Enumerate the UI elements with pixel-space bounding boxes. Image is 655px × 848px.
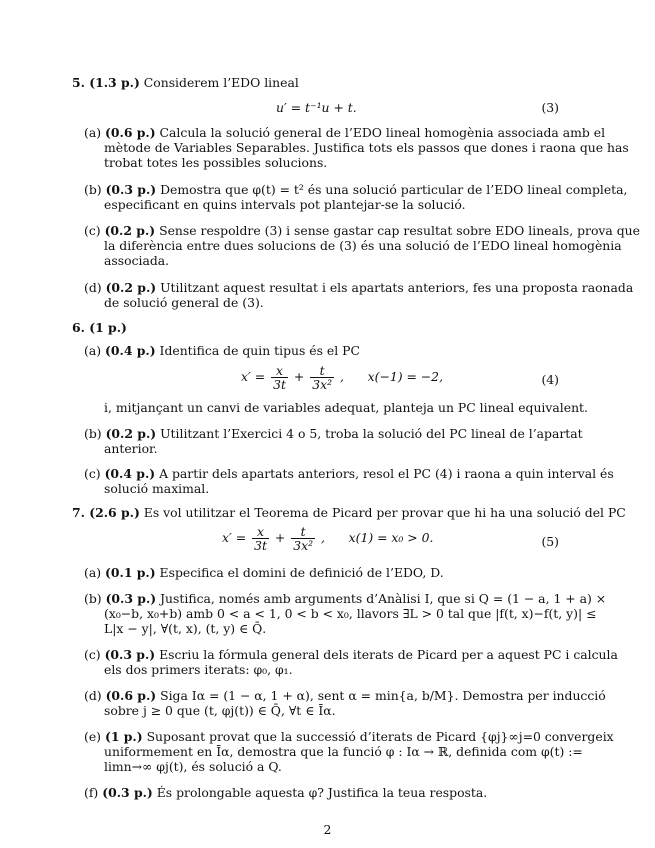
- q7f-label: (f): [84, 785, 99, 800]
- q5d-line2: de solució general de (3).: [104, 295, 264, 310]
- q7d-points: (0.6 p.): [105, 688, 157, 703]
- q7-eq-frac1-den: 3t: [254, 538, 267, 553]
- q6c-line2: solució maximal.: [104, 481, 210, 496]
- q7b-line3: L|x − y|, ∀(t, x), (t, y) ∈ Q̄.: [104, 621, 267, 636]
- q6b-line1: [84, 426, 583, 441]
- q7-header-line: [72, 505, 626, 520]
- q6b-text1: Utilitzant l’Exercici 4 o 5, troba la solució del PC lineal de l’apartat: [160, 426, 583, 441]
- q6b-line2: anterior.: [104, 441, 158, 456]
- q6a-points: (0.4 p.): [105, 343, 156, 358]
- q5c-line2: la diferència entre dues solucions de (3) és una solució de l’EDO lineal homogènia: [104, 238, 622, 253]
- q7-eq-frac2-den: 3x²: [293, 538, 314, 553]
- q5a-line3: trobat totes les possibles solucions.: [104, 155, 328, 170]
- q6-eq-frac1: [271, 364, 288, 391]
- q7f-points: (0.3 p.): [102, 785, 153, 800]
- q7e-line2: uniformement en Īα, demostra que la funció φ : Iα → ℝ, definida com φ(t) :=: [104, 744, 583, 759]
- q7b-line1: [84, 591, 606, 606]
- q6-eq-plus: +: [293, 369, 305, 384]
- q7f-text1: És prolongable aquesta φ? Justifica la teua resposta.: [156, 785, 488, 800]
- q6c-points: (0.4 p.): [104, 466, 156, 481]
- q5a-points: (0.6 p.): [105, 125, 156, 140]
- q5c-points: (0.2 p.): [104, 223, 156, 238]
- q7-header: 7. (2.6 p.): [72, 505, 140, 520]
- q7a-label: (a): [84, 565, 102, 580]
- q5d-text1: Utilitzant aquest resultat i els apartats anteriors, fes una proposta raonada: [160, 280, 634, 295]
- q7e-line3: limn→∞ φj(t), és solució a Q.: [104, 759, 282, 774]
- q5a-line2: mètode de Variables Separables. Justifica tots els passos que dones i raona que has: [104, 140, 629, 155]
- q7-eq-lhs: x′ =: [222, 530, 247, 545]
- q5-eq-number: (3): [541, 100, 559, 115]
- q6c-label: (c): [84, 466, 101, 481]
- q5c-text1: Sense respoldre (3) i sense gastar cap resultat sobre EDO lineals, prova que: [159, 223, 640, 238]
- q7d-line1: [84, 688, 606, 703]
- q7a-points: (0.1 p.): [105, 565, 156, 580]
- q6-eq-rhs: , x(−1) = −2,: [340, 369, 444, 384]
- q7a-line1: [84, 565, 444, 580]
- q7f-line1: [84, 785, 487, 800]
- q5b-points: (0.3 p.): [105, 182, 157, 197]
- q5-header: 5. (1.3 p.): [72, 75, 140, 90]
- q7-eq-frac2-num: t: [291, 525, 315, 539]
- q5d-line1: [84, 280, 633, 295]
- q7-equation: [222, 525, 433, 552]
- page-number: 2: [323, 822, 332, 837]
- q5a-text1: Calcula la solució general de l’EDO lineal homogènia associada amb el: [159, 125, 606, 140]
- q6-eq-frac2-num: t: [310, 364, 334, 378]
- q7d-label: (d): [84, 688, 102, 703]
- q6a-line2: i, mitjançant un canvi de variables adequat, planteja un PC lineal equivalent.: [104, 400, 588, 415]
- q6-eq-frac2: [310, 364, 334, 391]
- q6-equation: [241, 364, 443, 391]
- q6a-line1: [84, 343, 360, 358]
- q6-eq-lhs: x′ =: [241, 369, 266, 384]
- q6b-label: (b): [84, 426, 102, 441]
- q7b-label: (b): [84, 591, 102, 606]
- q7-eq-frac1: [252, 525, 269, 552]
- q5c-line3: associada.: [104, 253, 170, 268]
- q7d-line2: sobre j ≥ 0 que (t, φj(t)) ∈ Q̄, ∀t ∈ Īα.: [104, 703, 336, 718]
- q7d-text1: Siga Iα = (1 − α, 1 + α), sent α = min{a, b/M}. Demostra per inducció: [160, 688, 606, 703]
- q6c-text1: A partir dels apartats anteriors, resol el PC (4) i raona a quin interval és: [159, 466, 614, 481]
- q6-header: 6. (1 p.): [72, 320, 127, 335]
- q7a-text1: Especifica el domini de definició de l’EDO, D.: [159, 565, 444, 580]
- q5a-line1: [84, 125, 605, 140]
- q7e-label: (e): [84, 729, 102, 744]
- q7c-label: (c): [84, 647, 101, 662]
- q7-intro: Es vol utilitzar el Teorema de Picard per provar que hi ha una solució del PC: [143, 505, 626, 520]
- q5d-label: (d): [84, 280, 102, 295]
- q5c-label: (c): [84, 223, 101, 238]
- q7-eq-rhs: , x(1) = x₀ > 0.: [321, 530, 434, 545]
- q6c-line1: [84, 466, 614, 481]
- q5-equation: u′ = t⁻¹u + t.: [276, 100, 357, 115]
- q5b-line1: [84, 182, 628, 197]
- q7e-text1: Suposant provat que la successió d’iterats de Picard {φj}∞j=0 convergeix: [146, 729, 614, 744]
- q6-eq-frac1-den: 3t: [273, 377, 286, 392]
- q7-eq-plus: +: [274, 530, 286, 545]
- q6a-text1: Identifica de quin tipus és el PC: [159, 343, 360, 358]
- q7c-text1: Escriu la fórmula general dels iterats de Picard per a aquest PC i calcula: [159, 647, 618, 662]
- q7b-text1: Justifica, només amb arguments d’Anàlisi I, que si Q = (1 − a, 1 + a) ×: [160, 591, 607, 606]
- q6-eq-number: (4): [541, 372, 559, 387]
- q7-eq-frac2: [291, 525, 315, 552]
- q7e-line1: [84, 729, 614, 744]
- q7b-line2: (x₀−b, x₀+b) amb 0 < a < 1, 0 < b < x₀, llavors ∃L > 0 tal que |f(t, x)−f(t, y)| ≤: [104, 606, 597, 621]
- q5b-text1: Demostra que φ(t) = t² és una solució particular de l’EDO lineal completa,: [160, 182, 628, 197]
- q6a-label: (a): [84, 343, 102, 358]
- q6b-points: (0.2 p.): [105, 426, 157, 441]
- q5-header-line: [72, 75, 299, 90]
- q5a-label: (a): [84, 125, 102, 140]
- q5-intro: Considerem l’EDO lineal: [143, 75, 299, 90]
- q7e-points: (1 p.): [104, 729, 143, 744]
- q7-eq-number: (5): [541, 534, 559, 549]
- q6-eq-frac2-den: 3x²: [312, 377, 333, 392]
- q7-eq-frac1-num: x: [252, 525, 269, 539]
- q5d-points: (0.2 p.): [105, 280, 157, 295]
- q7c-points: (0.3 p.): [104, 647, 156, 662]
- q6-eq-frac1-num: x: [271, 364, 288, 378]
- q5c-line1: [84, 223, 640, 238]
- q5b-label: (b): [84, 182, 102, 197]
- q7c-line1: [84, 647, 618, 662]
- q7b-points: (0.3 p.): [105, 591, 157, 606]
- q5b-line2: especificant en quins intervals pot plantejar-se la solució.: [104, 197, 466, 212]
- q7c-line2: els dos primers iterats: φ₀, φ₁.: [104, 662, 293, 677]
